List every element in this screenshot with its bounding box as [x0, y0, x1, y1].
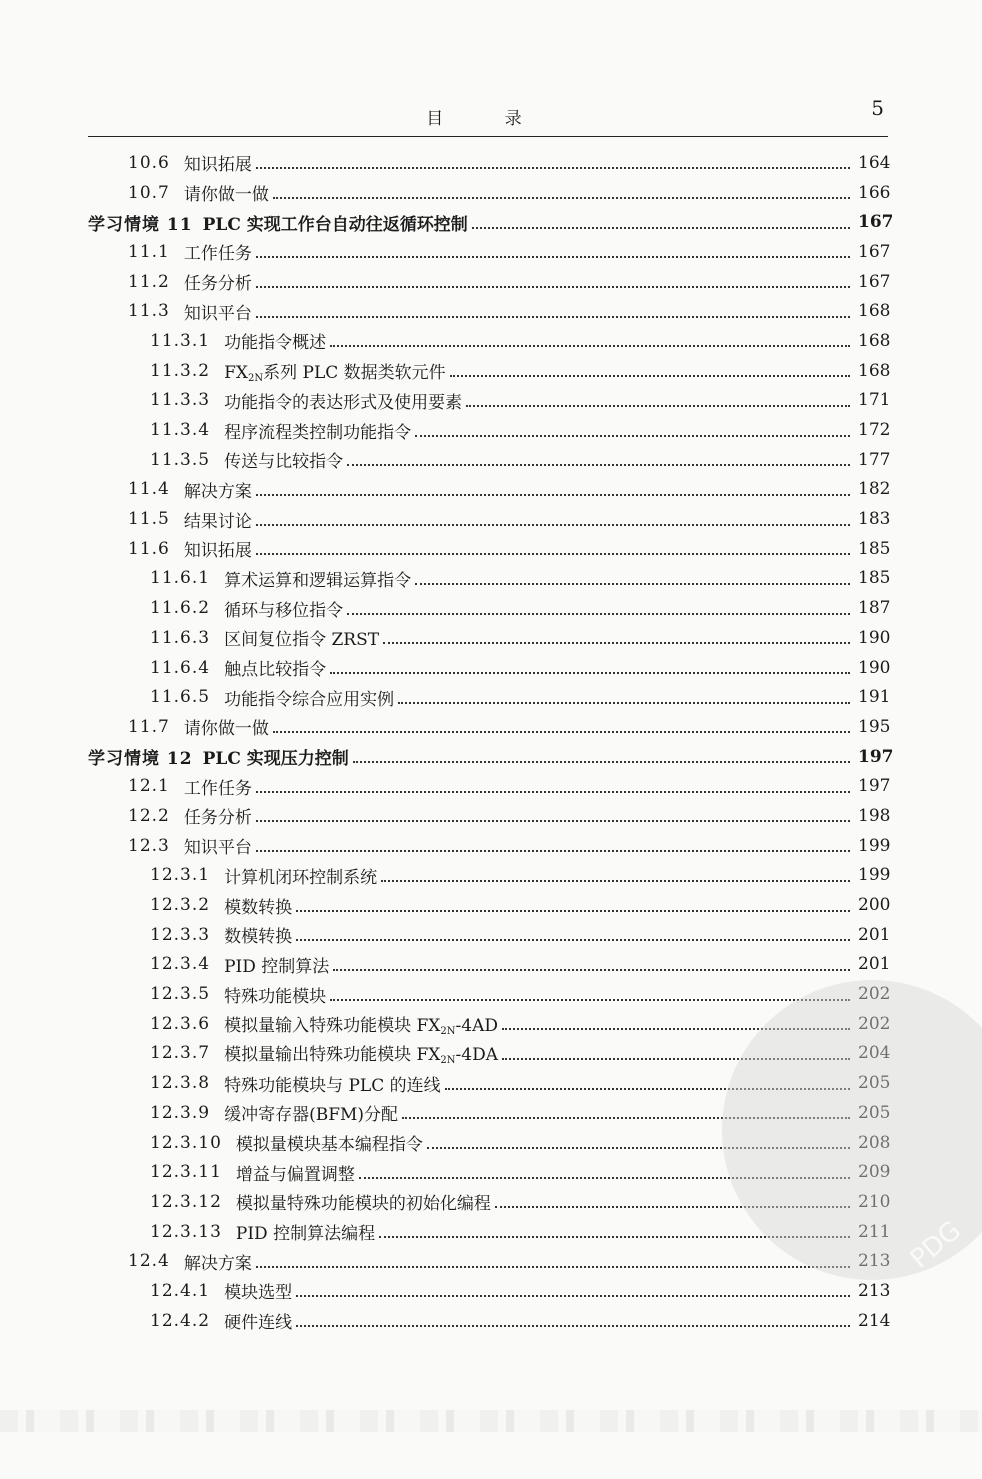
toc-entry-page: 202 [858, 1013, 891, 1034]
toc-entry-page: 177 [858, 449, 891, 470]
toc-entry-number: 12.3.13 [150, 1221, 222, 1242]
page-number: 5 [871, 96, 884, 120]
toc-entry[interactable] [88, 564, 891, 594]
dot-leader [256, 285, 850, 288]
toc-entry[interactable] [88, 1306, 891, 1336]
dot-leader [472, 226, 850, 229]
dot-leader [256, 315, 850, 318]
toc-entry-number: 学习情境 11 [88, 214, 193, 235]
toc-entry-page: 205 [858, 1073, 891, 1094]
toc-entry-label: 请你做一做 [183, 719, 269, 740]
toc-entry-number: 12.3.8 [150, 1073, 211, 1094]
toc-entry-page: 187 [858, 598, 891, 619]
dot-leader [256, 523, 850, 526]
toc-entry-page: 185 [858, 538, 891, 559]
toc-entry-number: 11.6.2 [150, 598, 211, 619]
toc-entry-page: 172 [858, 420, 891, 441]
dot-leader [347, 612, 850, 615]
toc-entry[interactable] [88, 682, 891, 712]
toc-entry-page: 183 [858, 509, 891, 530]
toc-entry-number: 12.3.2 [150, 895, 211, 916]
toc-entry[interactable] [88, 890, 891, 920]
toc-entry-number: 12.3.6 [150, 1013, 211, 1034]
toc-entry[interactable] [88, 771, 891, 801]
toc-entry-label: 模拟量输入特殊功能模块 $FX_{2N}-4AD$ [224, 1015, 498, 1037]
toc-entry-page: 199 [858, 835, 891, 856]
toc-entry[interactable] [88, 712, 891, 742]
toc-entry-label: 工作任务 [183, 244, 252, 265]
toc-entry[interactable] [88, 237, 891, 267]
toc-entry[interactable] [88, 296, 891, 326]
toc-entry-number: 11.1 [128, 241, 170, 262]
toc-entry-number: 11.3.4 [150, 420, 211, 441]
toc-entry-label: 触点比较指令 [224, 660, 327, 681]
toc-entry-page: 197 [858, 746, 894, 767]
toc-entry[interactable] [88, 593, 891, 623]
scan-artifact [0, 1410, 982, 1432]
toc-entry-page: 195 [858, 716, 891, 737]
toc-entry-page: 214 [858, 1310, 891, 1331]
toc-entry-number: 12.1 [128, 776, 170, 797]
toc-entry-page: 208 [858, 1132, 891, 1153]
toc-entry-number: 学习情境 12 [88, 749, 193, 770]
toc-entry-number: 11.3.2 [150, 360, 211, 381]
toc-entry-number: 11.3.5 [150, 449, 211, 470]
toc-entry-page: 167 [858, 271, 891, 292]
toc-entry-label: 硬件连线 [224, 1313, 293, 1334]
toc-entry[interactable] [88, 831, 891, 861]
toc-entry[interactable] [88, 356, 891, 386]
toc-entry-number: 12.3.1 [150, 865, 211, 886]
toc-entry[interactable] [88, 445, 891, 475]
toc-entry-number: 11.3.3 [150, 390, 211, 411]
toc-entry-label: 解决方案 [183, 481, 252, 502]
dot-leader [296, 938, 850, 941]
toc-entry-label: 功能指令的表达形式及使用要素 [224, 392, 463, 413]
toc-entry-page: 210 [858, 1191, 891, 1212]
toc-entry[interactable] [88, 861, 891, 891]
toc-entry-number: 10.7 [128, 182, 170, 203]
toc-entry-page: 201 [858, 954, 891, 975]
dot-leader [296, 909, 850, 912]
toc-entry-page: 201 [858, 924, 891, 945]
dot-leader [273, 730, 850, 733]
page-title: 目 录 [426, 109, 550, 129]
toc-entry-label: 解决方案 [183, 1253, 252, 1274]
toc-entry[interactable] [88, 920, 891, 950]
toc-entry[interactable] [88, 950, 891, 980]
toc-entry-label: 算术运算和逻辑运算指令 [224, 570, 412, 591]
toc-entry-page: 191 [858, 687, 891, 708]
dot-leader [256, 552, 850, 555]
toc-entry-page: 190 [858, 657, 891, 678]
toc-entry-label: 数模转换 [224, 927, 293, 948]
toc-entry-label: 传送与比较指令 [224, 452, 344, 473]
toc-entry-label: PID 控制算法编程 [235, 1224, 376, 1245]
toc-entry[interactable] [88, 653, 891, 683]
dot-leader [256, 166, 850, 169]
toc-entry[interactable] [88, 386, 891, 416]
toc-entry-label: $FX_{2N}$系列 PLC 数据类软元件 [224, 362, 446, 384]
toc-entry-number: 11.4 [128, 479, 170, 500]
toc-entry-label: 增益与偏置调整 [235, 1164, 355, 1185]
toc-entry-label: 模拟量特殊功能模块的初始化编程 [235, 1194, 491, 1215]
toc-entry-label: 程序流程类控制功能指令 [224, 422, 412, 443]
toc-entry-page: 164 [858, 152, 891, 173]
toc-entry-number: 11.3 [128, 301, 170, 322]
toc-entry-number: 12.3.10 [150, 1132, 222, 1153]
toc-entry[interactable] [88, 267, 891, 297]
toc-entry-number: 12.4.1 [150, 1280, 211, 1301]
toc-entry-number: 12.4.2 [150, 1310, 211, 1331]
toc-entry-number: 12.3.3 [150, 924, 211, 945]
dot-leader [466, 404, 850, 407]
dot-leader [256, 1265, 850, 1268]
toc-entry[interactable] [88, 207, 894, 237]
toc-entry-label: 工作任务 [183, 778, 252, 799]
toc-entry-label: 知识拓展 [183, 541, 252, 562]
dot-leader [256, 849, 850, 852]
toc-entry-number: 12.3.5 [150, 984, 211, 1005]
toc-entry-label: 请你做一做 [183, 185, 269, 206]
toc-entry-page: 205 [858, 1102, 891, 1123]
toc-entry[interactable] [88, 1246, 891, 1276]
dot-leader [256, 493, 850, 496]
toc-entry[interactable] [88, 742, 894, 772]
toc-entry-number: 11.5 [128, 509, 170, 530]
toc-entry-label: 知识平台 [183, 838, 252, 859]
toc-entry-label: 区间复位指令 ZRST [224, 630, 380, 651]
toc-entry-page: 198 [858, 805, 891, 826]
dot-leader [296, 1294, 850, 1297]
toc-entry-number: 11.6.5 [150, 687, 211, 708]
toc-entry-page: 204 [858, 1043, 891, 1064]
toc-entry-label: 知识平台 [183, 303, 252, 324]
toc-entry-page: 171 [858, 390, 891, 411]
toc-entry[interactable] [88, 979, 891, 1009]
dot-leader [415, 582, 850, 585]
toc-entry-page: 197 [858, 776, 891, 797]
dot-leader [256, 790, 850, 793]
toc-entry-label: PLC 实现工作台自动往返循环控制 [202, 214, 468, 235]
toc-entry-label: PLC 实现压力控制 [202, 749, 349, 770]
dot-leader [330, 998, 850, 1001]
toc-entry-number: 12.3.9 [150, 1102, 211, 1123]
toc-entry[interactable] [88, 1276, 891, 1306]
toc-entry-page: 168 [858, 360, 891, 381]
toc-entry-number: 12.3.11 [150, 1162, 222, 1183]
toc-entry-label: PID 控制算法 [224, 956, 330, 977]
toc-entry[interactable] [88, 178, 891, 208]
toc-entry[interactable] [88, 148, 891, 178]
dot-leader [347, 463, 850, 466]
toc-entry-number: 11.2 [128, 271, 170, 292]
toc-entry-page: 167 [858, 212, 894, 233]
toc-entry-number: 11.6.4 [150, 657, 211, 678]
toc-entry[interactable] [88, 623, 891, 653]
dot-leader [398, 701, 850, 704]
toc-entry-number: 12.4 [128, 1251, 170, 1272]
toc-entry-page: 167 [858, 241, 891, 262]
toc-entry-page: 199 [858, 865, 891, 886]
toc-entry-number: 11.6.1 [150, 568, 211, 589]
toc-entry-page: 211 [858, 1221, 891, 1242]
toc-entry-number: 11.6.3 [150, 627, 211, 648]
toc-entry-label: 模数转换 [224, 897, 293, 918]
toc-entry[interactable] [88, 801, 891, 831]
toc-entry-label: 任务分析 [183, 808, 252, 829]
dot-leader [383, 641, 850, 644]
toc-entry-page: 166 [858, 182, 891, 203]
dot-leader [450, 374, 850, 377]
toc-entry-number: 11.6 [128, 538, 170, 559]
dot-leader [296, 1324, 850, 1327]
toc-entry-label: 特殊功能模块 [224, 986, 327, 1007]
toc-entry-label: 特殊功能模块与 PLC 的连线 [224, 1075, 441, 1096]
toc-entry-label: 功能指令概述 [224, 333, 327, 354]
toc-entry-number: 11.3.1 [150, 330, 211, 351]
dot-leader [381, 879, 850, 882]
toc-entry-label: 结果讨论 [183, 511, 252, 532]
toc-entry-page: 200 [858, 895, 891, 916]
toc-entry-page: 168 [858, 330, 891, 351]
toc-entry[interactable] [88, 504, 891, 534]
toc-entry-page: 182 [858, 479, 891, 500]
toc-entry-label: 循环与移位指令 [224, 600, 344, 621]
toc-entry-label: 功能指令综合应用实例 [224, 689, 395, 710]
toc-entry-label: 知识拓展 [183, 155, 252, 176]
dot-leader [256, 819, 850, 822]
toc-entry-number: 12.3 [128, 835, 170, 856]
toc-entry-label: 模拟量输出特殊功能模块 $FX_{2N}-4DA$ [224, 1045, 498, 1067]
toc-entry[interactable] [88, 415, 891, 445]
toc-entry-page: 185 [858, 568, 891, 589]
dot-leader [256, 255, 850, 258]
toc-entry-page: 209 [858, 1162, 891, 1183]
toc-entry-number: 12.3.12 [150, 1191, 222, 1212]
toc-entry-page: 213 [858, 1251, 891, 1272]
dot-leader [415, 434, 850, 437]
toc-entry-number: 12.3.4 [150, 954, 211, 975]
toc-entry[interactable] [88, 534, 891, 564]
toc-entry-label: 任务分析 [183, 274, 252, 295]
dot-leader [330, 344, 850, 347]
toc-entry-number: 12.3.7 [150, 1043, 211, 1064]
toc-entry-label: 缓冲寄存器(BFM)分配 [224, 1105, 399, 1126]
dot-leader [330, 671, 850, 674]
toc-entry-label: 计算机闭环控制系统 [224, 867, 378, 888]
toc-entry[interactable] [88, 326, 891, 356]
page-header [88, 96, 888, 137]
toc-entry-page: 202 [858, 984, 891, 1005]
dot-leader [273, 196, 850, 199]
toc-entry-page: 213 [858, 1280, 891, 1301]
dot-leader [333, 968, 850, 971]
toc-entry-label: 模拟量模块基本编程指令 [235, 1135, 423, 1156]
toc-entry-label: 模块选型 [224, 1283, 293, 1304]
toc-entry-page: 168 [858, 301, 891, 322]
toc-entry-page: 190 [858, 627, 891, 648]
dot-leader [353, 760, 850, 763]
toc-entry-number: 12.2 [128, 805, 170, 826]
toc-entry-number: 11.7 [128, 716, 170, 737]
watermark-text: PDG [905, 1215, 968, 1275]
toc-entry-number: 10.6 [128, 152, 170, 173]
toc-entry[interactable] [88, 475, 891, 505]
